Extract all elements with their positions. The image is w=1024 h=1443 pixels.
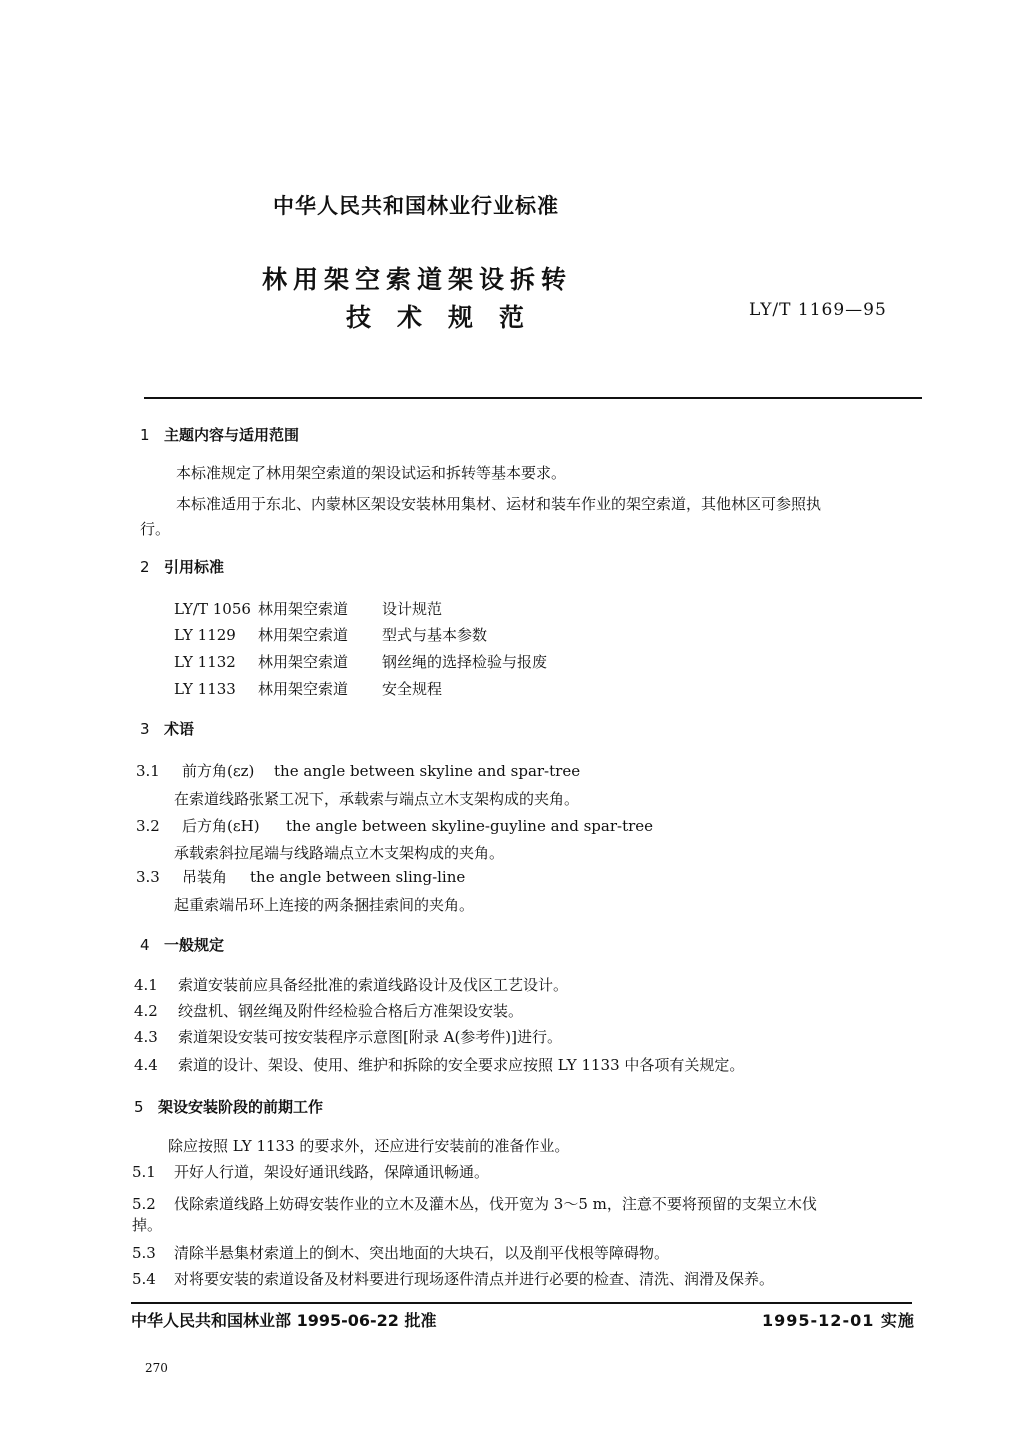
clause-text: 绞盘机、钢丝绳及附件经检验合格后方准架设安装。: [178, 1002, 524, 1020]
clause-item: [134, 1054, 744, 1075]
section-heading-3: [140, 718, 194, 739]
clause-item: [132, 1268, 774, 1289]
clause-number: 5.2: [132, 1195, 156, 1213]
term-definition: 承载索斜拉尾端与线路端点立木支架构成的夹角。: [174, 844, 505, 862]
term-definition: 起重索端吊环上连接的两条捆挂索间的夹角。: [174, 896, 475, 914]
reference-desc: 型式与基本参数: [382, 626, 488, 644]
clause-text: 开好人行道，架设好通讯线路，保障通讯畅通。: [174, 1163, 490, 1181]
clause-text: 对将要安装的索道设备及材料要进行现场逐件清点并进行必要的检查、清洗、润滑及保养。: [174, 1270, 775, 1288]
reference-code: LY 1129: [174, 626, 236, 644]
section-heading-5: [134, 1096, 323, 1117]
effective-date: 1995-12-01 实施: [762, 1311, 915, 1330]
section-title: 主题内容与适用范围: [164, 426, 300, 444]
clause-item: [132, 1193, 817, 1214]
term-english: the angle between sling-line: [250, 868, 466, 886]
clause-text: 伐除索道线路上妨碍安装作业的立木及灌木丛，伐开宽为 3～5 m，注意不要将预留的支架立木伐: [174, 1195, 817, 1213]
approval-line: 中华人民共和国林业部 1995-06-22 批准: [131, 1311, 437, 1330]
clause-item: [134, 1000, 523, 1021]
term-definition: 在索道线路张紧工况下，承载索与端点立木支架构成的夹角。: [174, 790, 580, 808]
clause-text: 清除半悬集材索道上的倒木、突出地面的大块石，以及削平伐根等障碍物。: [174, 1244, 670, 1262]
paragraph: 本标准规定了林用架空索道的架设试运和拆转等基本要求。: [176, 464, 567, 482]
term-number: 3.3: [136, 868, 160, 886]
section-number: 5: [134, 1098, 144, 1116]
clause-item: [132, 1161, 489, 1182]
reference-item: [174, 624, 487, 645]
term-entry: [136, 760, 580, 781]
reference-desc: 钢丝绳的选择检验与报废: [382, 653, 548, 671]
clause-item: [134, 974, 568, 995]
clause-number: 5.1: [132, 1163, 156, 1181]
term-entry: [136, 866, 465, 887]
clause-number: 5.4: [132, 1270, 156, 1288]
page-number: 270: [145, 1361, 168, 1375]
clause-number: 4.2: [134, 1002, 158, 1020]
clause-continuation: 掉。: [132, 1216, 163, 1234]
reference-code: LY 1132: [174, 653, 236, 671]
reference-name: 林用架空索道: [258, 626, 349, 644]
reference-item: [174, 678, 442, 699]
paragraph: 本标准适用于东北、内蒙林区架设安装林用集材、运材和装车作业的架空索道，其他林区可参照执: [176, 495, 822, 513]
clause-text: 索道架设安装可按安装程序示意图[附录 A(参考件)]进行。: [178, 1028, 563, 1046]
term-number: 3.1: [136, 762, 160, 780]
term-english: the angle between skyline-guyline and spar-tree: [286, 817, 654, 835]
section-heading-2: [140, 556, 224, 577]
section-heading-1: [140, 424, 299, 445]
term-name: 后方角(εH): [182, 817, 260, 835]
term-name: 前方角(εz): [182, 762, 255, 780]
reference-desc: 设计规范: [382, 600, 443, 618]
term-english: the angle between skyline and spar-tree: [274, 762, 581, 780]
clause-text: 索道安装前应具备经批准的索道线路设计及伐区工艺设计。: [178, 976, 569, 994]
document-title-line1: 林用架空索道架设拆转: [262, 265, 573, 294]
section-number: 2: [140, 558, 150, 576]
standard-category-title: 中华人民共和国林业行业标准: [273, 194, 559, 218]
section-number: 3: [140, 720, 150, 738]
section-title: 架设安装阶段的前期工作: [158, 1098, 324, 1116]
section-title: 术语: [164, 720, 195, 738]
header-divider: [144, 397, 922, 399]
section-title: 引用标准: [164, 558, 225, 576]
clause-item: [132, 1242, 669, 1263]
clause-number: 4.1: [134, 976, 158, 994]
section-number: 1: [140, 426, 150, 444]
standard-code: LY/T 1169—95: [749, 300, 887, 320]
reference-code: LY 1133: [174, 680, 236, 698]
clause-text: 索道的设计、架设、使用、维护和拆除的安全要求应按照 LY 1133 中各项有关规定。: [178, 1056, 745, 1074]
clause-number: 4.3: [134, 1028, 158, 1046]
clause-number: 5.3: [132, 1244, 156, 1262]
reference-desc: 安全规程: [382, 680, 443, 698]
reference-name: 林用架空索道: [258, 653, 349, 671]
term-name: 吊装角: [182, 868, 228, 886]
section-title: 一般规定: [164, 936, 225, 954]
section-number: 4: [140, 936, 150, 954]
reference-item: [174, 598, 442, 619]
footer-divider: [131, 1302, 912, 1304]
clause-number: 4.4: [134, 1056, 158, 1074]
reference-name: 林用架空索道: [258, 600, 349, 618]
clause-item: [134, 1026, 562, 1047]
paragraph-continuation: 行。: [140, 520, 171, 538]
reference-name: 林用架空索道: [258, 680, 349, 698]
section-heading-4: [140, 934, 224, 955]
reference-item: [174, 651, 547, 672]
reference-code: LY/T 1056: [174, 600, 251, 618]
term-number: 3.2: [136, 817, 160, 835]
document-title-line2: 技术规范: [346, 303, 551, 332]
paragraph: 除应按照 LY 1133 的要求外，还应进行安装前的准备作业。: [168, 1137, 570, 1155]
term-entry: [136, 815, 653, 836]
